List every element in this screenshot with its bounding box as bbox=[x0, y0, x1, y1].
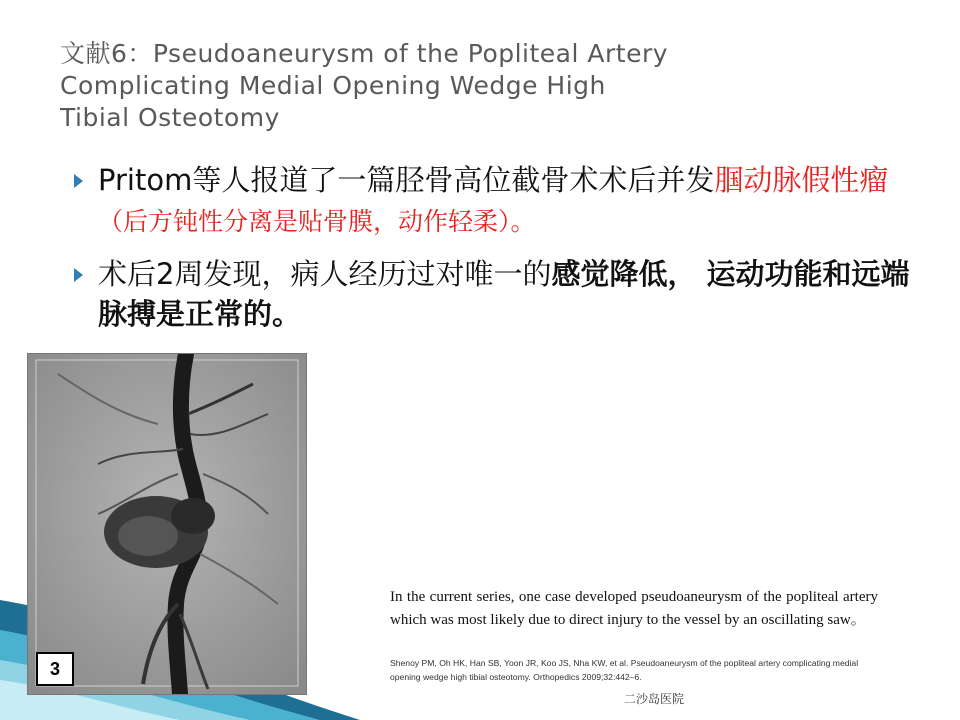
bullet-item-1 bbox=[70, 160, 930, 242]
bullet-text: Pritom等人报道了一篇胫骨高位截骨术术后并发 bbox=[98, 163, 715, 197]
quote-text: In the current series, one case developed pseudoaneurysm of the popliteal artery which was most likely due to direct injury to the vessel by an oscillating saw。 bbox=[390, 589, 878, 628]
angiogram-drawing bbox=[28, 354, 306, 694]
bullet-text: 术后2周发现，病人经历过对唯一的 bbox=[98, 257, 552, 291]
bullet-list bbox=[70, 160, 930, 346]
footer-text: 二沙岛医院 bbox=[624, 692, 685, 706]
bold-text: 感觉降低， 运动功能和远端脉搏是正常的。 bbox=[98, 257, 910, 331]
title-line: Complicating Medial Opening Wedge High bbox=[60, 71, 606, 100]
title-line: 文献6：Pseudoaneurysm of the Popliteal Artery bbox=[60, 39, 669, 68]
citation-text: Shenoy PM, Oh HK, Han SB, Yoon JR, Koo JS, Nha KW, et al. Pseudoaneurysm of the popliteal artery complicating medial opening wedge high tibial osteotomy. Orthopedics 2009;32:442–6. bbox=[390, 658, 859, 682]
triangle-right-icon bbox=[74, 174, 83, 188]
figure-number-label: 3 bbox=[36, 652, 74, 686]
angiogram-image bbox=[27, 353, 307, 695]
triangle-right-icon bbox=[74, 268, 83, 282]
slide-title bbox=[60, 38, 760, 134]
title-line: Tibial Osteotomy bbox=[60, 103, 280, 132]
highlight-text: 腘动脉假性瘤 bbox=[714, 163, 889, 197]
highlight-note: （后方钝性分离是贴骨膜，动作轻柔）。 bbox=[98, 207, 536, 236]
bullet-item-2 bbox=[70, 254, 930, 334]
